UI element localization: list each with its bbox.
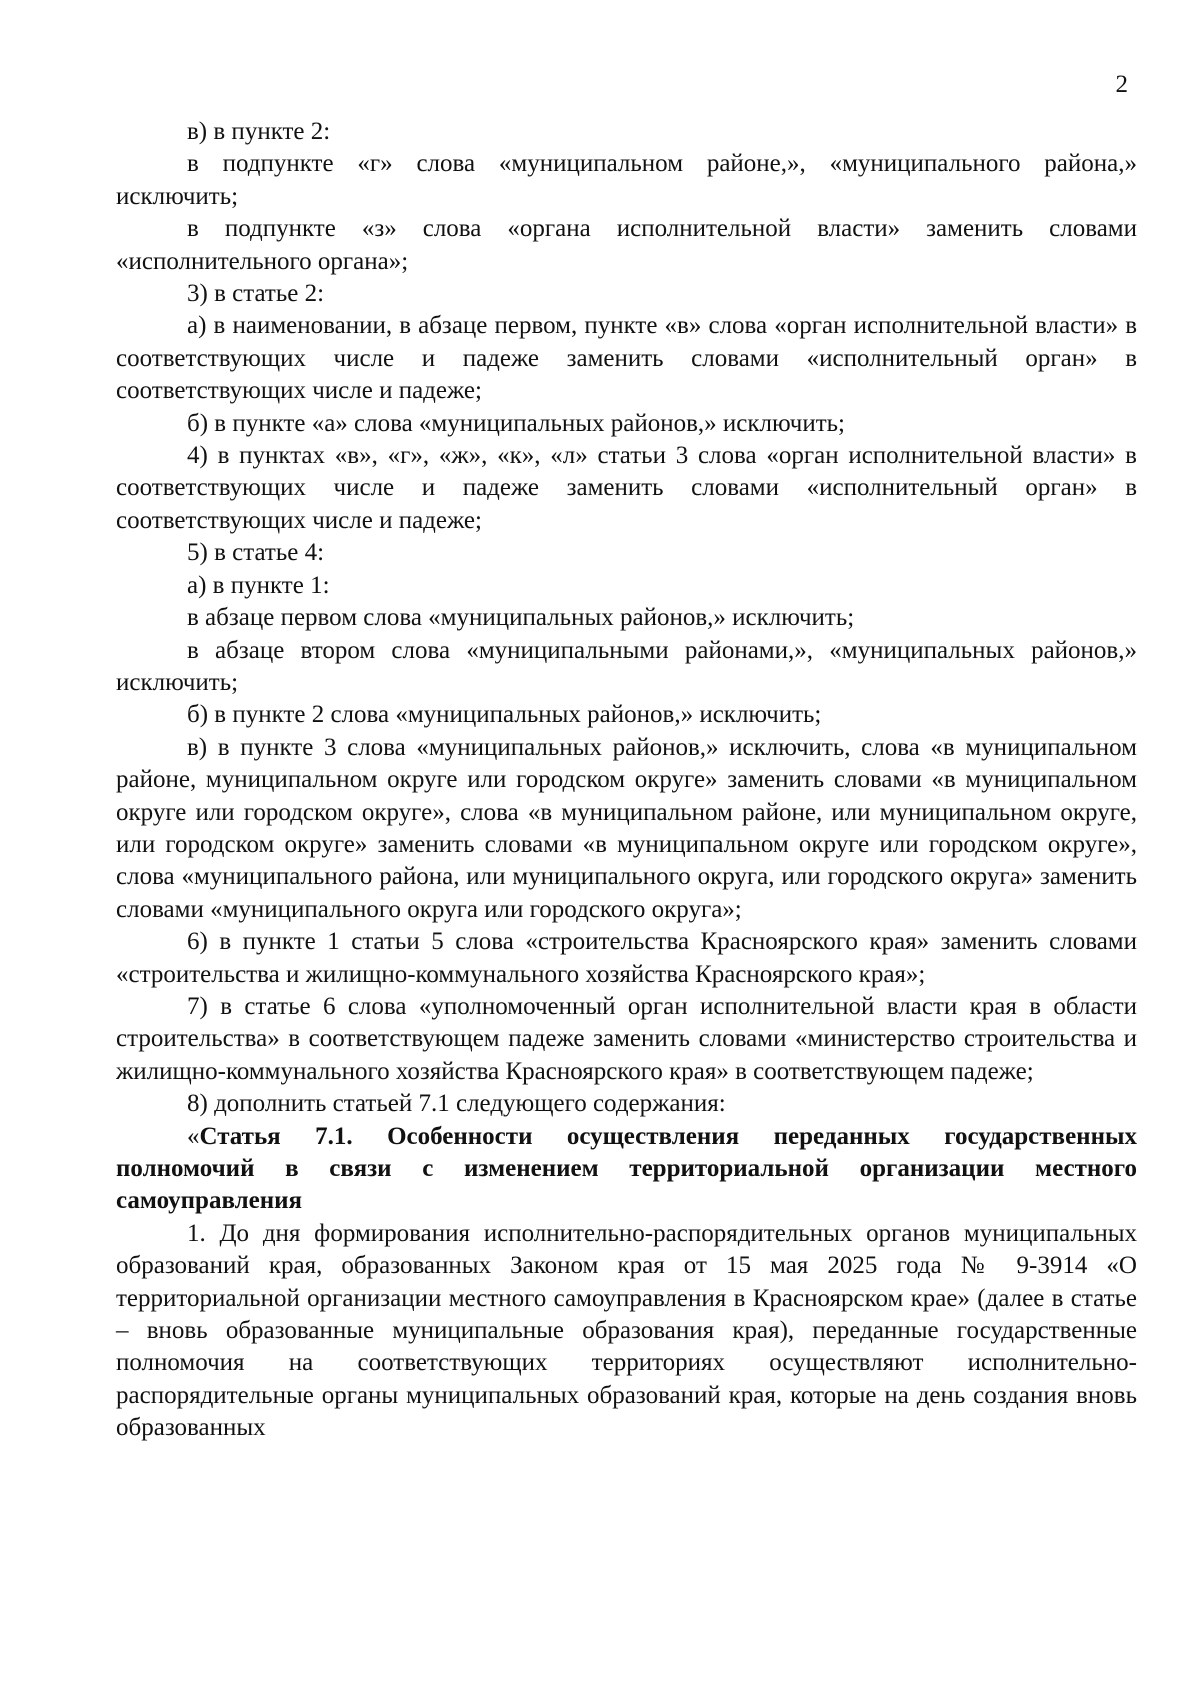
paragraph: в) в пункте 2: bbox=[187, 118, 331, 145]
paragraph: 8) дополнить статьей 7.1 следующего содержания: bbox=[187, 1090, 726, 1118]
paragraph: а) в наименовании, в абзаце первом, пункте «в» слова «орган исполнительной власти» в соответствующих числе и падеже заменить словами «исполнительный орган» в соответствующих числе и падеже; bbox=[116, 312, 1137, 405]
paragraph: 5) в статье 4: bbox=[187, 539, 325, 567]
page-number: 2 bbox=[1115, 71, 1128, 98]
document-body bbox=[116, 116, 1137, 1445]
paragraph: 6) в пункте 1 статьи 5 слова «строительства Красноярского края» заменить словами «строительства и жилищно-коммунального хозяйства Красноярского края»; bbox=[116, 928, 1137, 988]
paragraph: в подпункте «з» слова «органа исполнительной власти» заменить словами «исполнительного органа»; bbox=[116, 215, 1137, 275]
paragraph: в подпункте «г» слова «муниципальном районе,», «муниципального района,» исключить; bbox=[116, 150, 1137, 210]
paragraph: б) в пункте 2 слова «муниципальных районов,» исключить; bbox=[187, 701, 822, 729]
paragraph: б) в пункте «а» слова «муниципальных районов,» исключить; bbox=[187, 409, 845, 437]
opening-quote: « bbox=[187, 1122, 200, 1150]
paragraph: 4) в пунктах «в», «г», «ж», «к», «л» статьи 3 слова «орган исполнительной власти» в соответствующих числе и падеже заменить словами «исполнительный орган» в соответствующих числе и падеже; bbox=[116, 442, 1137, 534]
article-heading bbox=[116, 1121, 1137, 1218]
paragraph: а) в пункте 1: bbox=[187, 571, 330, 599]
article-heading-text: Статья 7.1. Особенности осуществления переданных государственных полномочий в связи с изменением территориальной организации местного самоуправления bbox=[116, 1122, 1137, 1215]
paragraph: 7) в статье 6 слова «уполномоченный орган исполнительной власти края в области строительства» в соответствующем падеже заменить словами «министерство строительства и жилищно-коммунального хозяйства Красноярского края» в соответствующем падеже; bbox=[116, 992, 1137, 1085]
paragraph: в абзаце первом слова «муниципальных районов,» исключить; bbox=[187, 604, 855, 632]
paragraph: 3) в статье 2: bbox=[187, 280, 325, 308]
paragraph: 1. До дня формирования исполнительно-распорядительных органов муниципальных образований края, образованных Законом края от 15 мая 2025 года № 9-3914 «О территориальной организации местного самоуправления в Красноярском крае» (далее в статье – вновь образованные муниципальные образования края), переданные государственные полномочия на соответствующих территориях осуществляют исполнительно-распорядительные органы муниципальных образований края, которые на день создания вновь образованных bbox=[116, 1219, 1137, 1442]
paragraph: в абзаце втором слова «муниципальными районами,», «муниципальных районов,» исключить; bbox=[116, 636, 1137, 696]
paragraph: в) в пункте 3 слова «муниципальных районов,» исключить, слова «в муниципальном районе, муниципальном округе или городском округе» заменить словами «в муниципальном округе или городском округе», слова «в муниципальном районе, или муниципальном округе, или городском округе» заменить словами «в муниципальном округе или городском округе», слова «муниципального района, или муниципального округа, или городского округа» заменить словами «муниципального округа или городского округа»; bbox=[116, 733, 1137, 923]
